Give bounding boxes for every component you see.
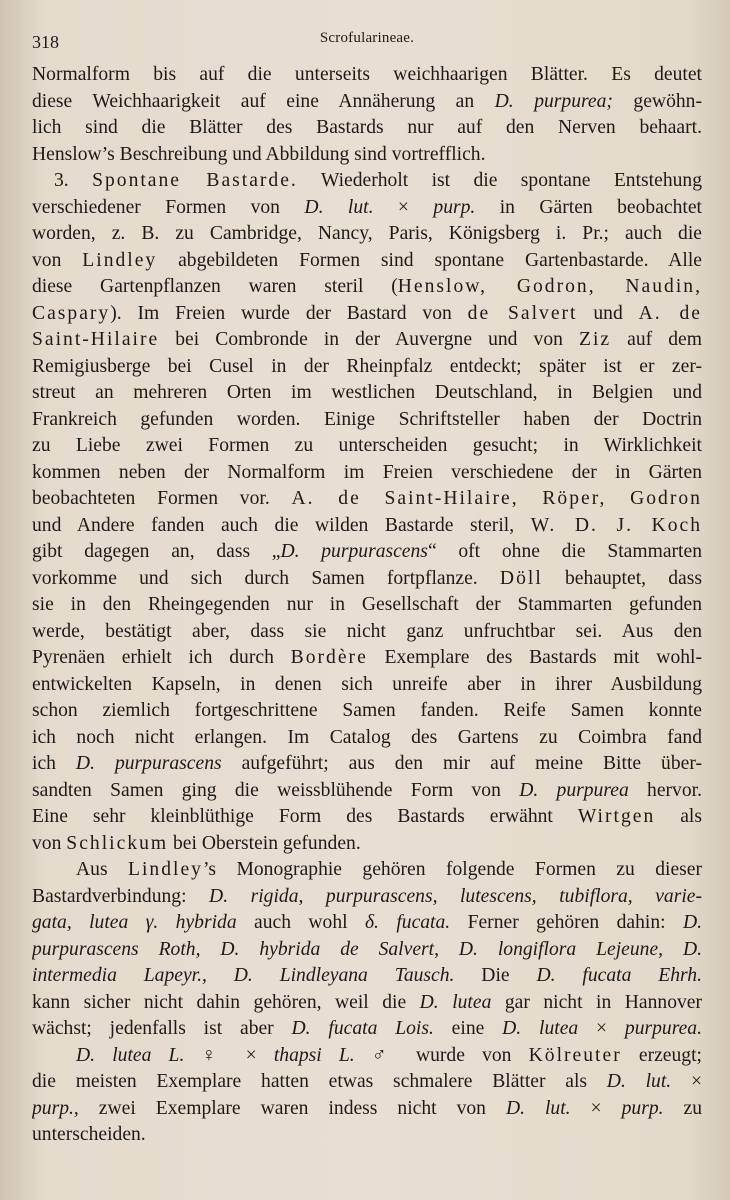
text-line: von Schlickum bei Oberstein gefunden. (32, 832, 361, 854)
text-line: diese Weichhaarigkeit auf eine Annäherung an D. purpurea; gewöhn- (32, 90, 702, 112)
text-line: diese Gartenpflanzen waren steril (Henslow, Godron, Naudin, (32, 276, 702, 297)
text-line: intermedia Lapeyr., D. Lindleyana Tausch. Die D. fucata Ehrh. (32, 965, 702, 986)
text-line: Normalform bis auf die unterseits weichhaarigen Blätter. Es deutet (32, 64, 702, 85)
text-line: Bastardverbindung: D. rigida, purpurascens, lutescens, tubiflora, varie- (32, 885, 702, 907)
text-line: ich noch nicht erlangen. Im Catalog des Gartens zu Coimbra fand (32, 726, 702, 748)
text-line: kann sicher nicht dahin gehören, weil die D. lutea gar nicht in Hannover (32, 991, 702, 1013)
text-line: verschiedener Formen von D. lut. × purp. in Gärten beobachtet (32, 196, 702, 218)
text-line: die meisten Exemplare hatten etwas schmalere Blätter als D. lut. × (32, 1071, 702, 1092)
text-line: sandten Samen ging die weissblühende Form von D. purpurea hervor. (32, 779, 702, 801)
text-line: gata, lutea γ. hybrida auch wohl δ. fucata. Ferner gehören dahin: D. (32, 912, 702, 933)
text-line: 3. Spontane Bastarde. Wiederholt ist die spontane Entstehung (54, 170, 702, 191)
page-number: 318 (32, 32, 59, 52)
text-line: vorkomme und sich durch Samen fortpflanze. Döll behauptet, dass (32, 567, 702, 589)
text-line: werde, bestätigt aber, dass sie nicht ganz unfruchtbar sei. Aus den (32, 620, 702, 642)
body-text (32, 62, 702, 1149)
text-line: unterscheiden. (32, 1124, 146, 1145)
text-line: worden, z. B. zu Cambridge, Nancy, Paris, Königsberg i. Pr.; auch die (32, 223, 702, 244)
text-line: wächst; jedenfalls ist aber D. fucata Lois. eine D. lutea × purpurea. (32, 1018, 702, 1039)
text-line: Saint-Hilaire bei Combronde in der Auvergne und von Ziz auf dem (32, 329, 702, 350)
text-line: ich D. purpurascens aufgeführt; aus den mir auf meine Bitte über- (32, 753, 702, 774)
text-line: Henslow’s Beschreibung und Abbildung sind vortrefflich. (32, 143, 486, 165)
text-line: zu Liebe zwei Formen zu unterscheiden gesucht; in Wirklichkeit (32, 435, 702, 456)
text-line: entwickelten Kapseln, in denen sich unreife aber in ihrer Ausbildung (32, 673, 702, 695)
text-line: Frankreich gefunden worden. Einige Schriftsteller haben der Doctrin (32, 408, 702, 430)
text-line: Pyrenäen erhielt ich durch Bordère Exemplare des Bastards mit wohl- (32, 647, 702, 668)
text-line: und Andere fanden auch die wilden Bastarde steril, W. D. J. Koch (32, 514, 702, 536)
text-line: Eine sehr kleinblüthige Form des Bastards erwähnt Wirtgen als (32, 806, 702, 827)
text-line: Aus Lindley’s Monographie gehören folgende Formen zu dieser (76, 859, 702, 880)
text-line: sie in den Rheingegenden nur in Gesellschaft der Stammarten gefunden (32, 594, 702, 615)
text-line: Caspary). Im Freien wurde der Bastard von de Salvert und A. de (32, 302, 702, 324)
text-line: von Lindley abgebildeten Formen sind spontane Gartenbastarde. Alle (32, 249, 702, 271)
text-line: Remigiusberge bei Cusel in der Rheinpfalz entdeckt; später ist er zer- (32, 355, 702, 377)
text-line: lich sind die Blätter des Bastards nur auf den Nerven behaart. (32, 117, 702, 138)
text-line: purpurascens Roth, D. hybrida de Salvert, D. longiflora Lejeune, D. (32, 938, 702, 960)
text-line: streut an mehreren Orten im westlichen Deutschland, in Belgien und (32, 382, 702, 403)
text-line: schon ziemlich fortgeschrittene Samen fanden. Reife Samen konnte (32, 700, 702, 721)
running-head (32, 30, 702, 54)
text-line: beobachteten Formen vor. A. de Saint-Hilaire, Röper, Godron (32, 488, 702, 509)
text-line: purp., zwei Exemplare waren indess nicht von D. lut. × purp. zu (32, 1097, 702, 1119)
text-line: kommen neben der Normalform im Freien verschiedene der in Gärten (32, 461, 702, 483)
text-line: D. lutea L. ♀ × thapsi L. ♂ wurde von Kölreuter erzeugt; (76, 1044, 702, 1066)
text-line: gibt dagegen an, dass „D. purpurascens“ oft ohne die Stammarten (32, 541, 702, 562)
running-title: Scrofularineae. (319, 30, 415, 46)
